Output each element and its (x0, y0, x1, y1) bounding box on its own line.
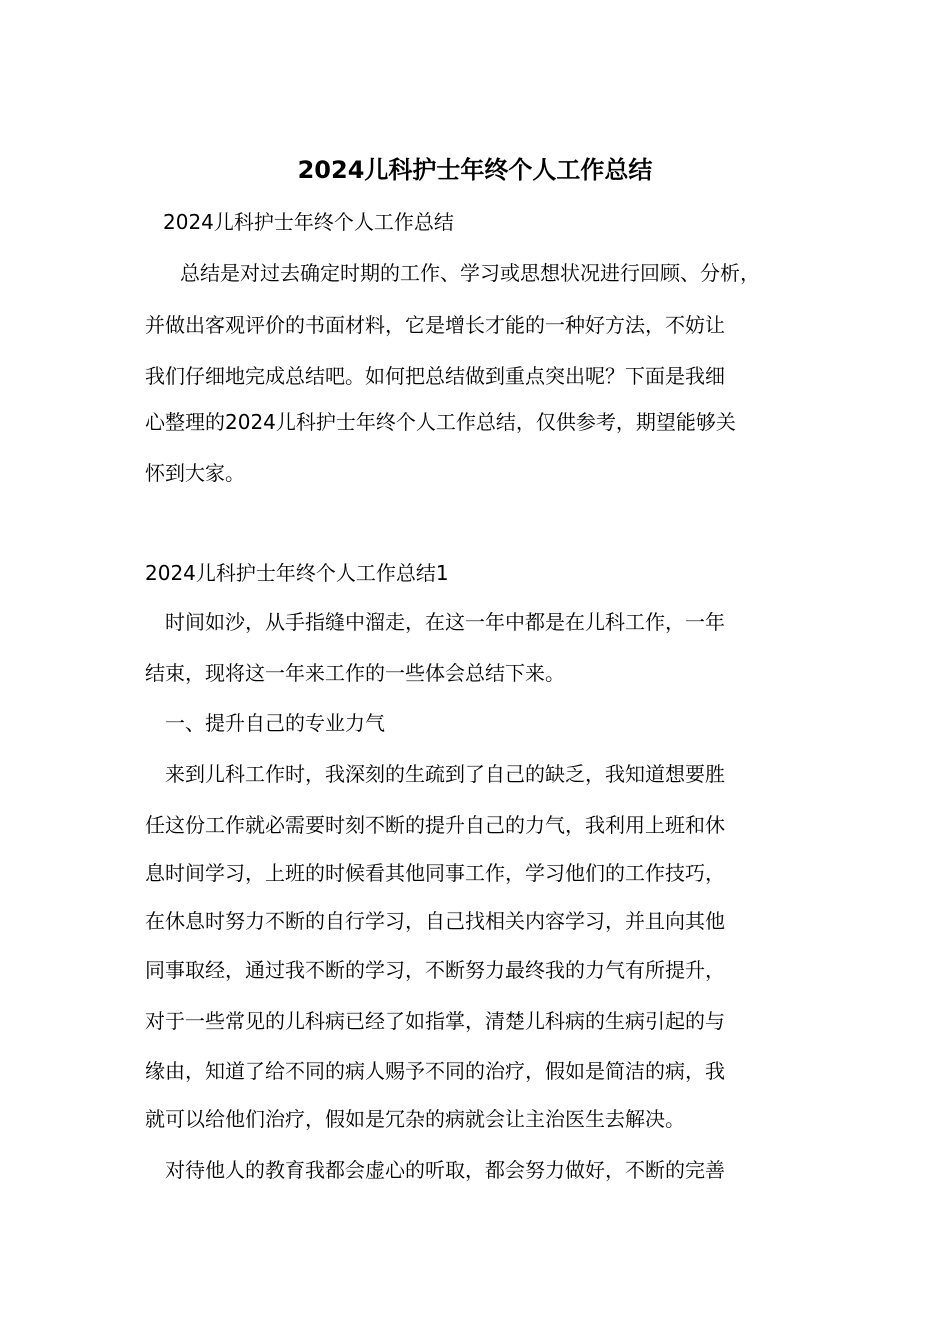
paragraph-line: 来到儿科工作时，我深刻的生疏到了自己的缺乏，我知道想要胜 (165, 762, 725, 786)
paragraph-line: 在休息时努力不断的自行学习，自己找相关内容学习，并且向其他 (145, 909, 725, 933)
paragraph-line: 怀到大家。 (145, 461, 245, 485)
paragraph-line: 总结是对过去确定时期的工作、学习或思想状况进行回顾、分析， (180, 261, 760, 285)
paragraph-line: 同事取经，通过我不断的学习，不断努力最终我的力气有所提升， (145, 958, 725, 982)
subsection-heading: 一、提升自己的专业力气 (165, 711, 385, 735)
paragraph-line: 我们仔细地完成总结吧。如何把总结做到重点突出呢？下面是我细 (145, 364, 725, 388)
paragraph-line: 对于一些常见的儿科病已经了如指掌，清楚儿科病的生病引起的与 (145, 1009, 725, 1033)
subtitle-line: 2024儿科护士年终个人工作总结 (163, 210, 454, 234)
section-heading: 2024儿科护士年终个人工作总结1 (145, 561, 449, 585)
paragraph-line: 时间如沙，从手指缝中溜走，在这一年中都是在儿科工作，一年 (165, 610, 725, 634)
document-title: 2024儿科护士年终个人工作总结 (297, 156, 653, 184)
paragraph-line: 结束，现将这一年来工作的一些体会总结下来。 (145, 661, 565, 685)
paragraph-line: 心整理的2024儿科护士年终个人工作总结，仅供参考，期望能够关 (145, 410, 736, 434)
paragraph-line: 并做出客观评价的书面材料，它是增长才能的一种好方法，不妨让 (145, 313, 725, 337)
paragraph-line: 缘由，知道了给不同的病人赐予不同的治疗，假如是简洁的病，我 (145, 1059, 725, 1083)
paragraph-line: 任这份工作就必需要时刻不断的提升自己的力气，我利用上班和休 (145, 813, 725, 837)
paragraph-line: 息时间学习，上班的时候看其他同事工作，学习他们的工作技巧， (145, 861, 725, 885)
paragraph-line: 就可以给他们治疗，假如是冗杂的病就会让主治医生去解决。 (145, 1107, 685, 1131)
paragraph-line: 对待他人的教育我都会虚心的听取，都会努力做好，不断的完善 (165, 1158, 725, 1182)
